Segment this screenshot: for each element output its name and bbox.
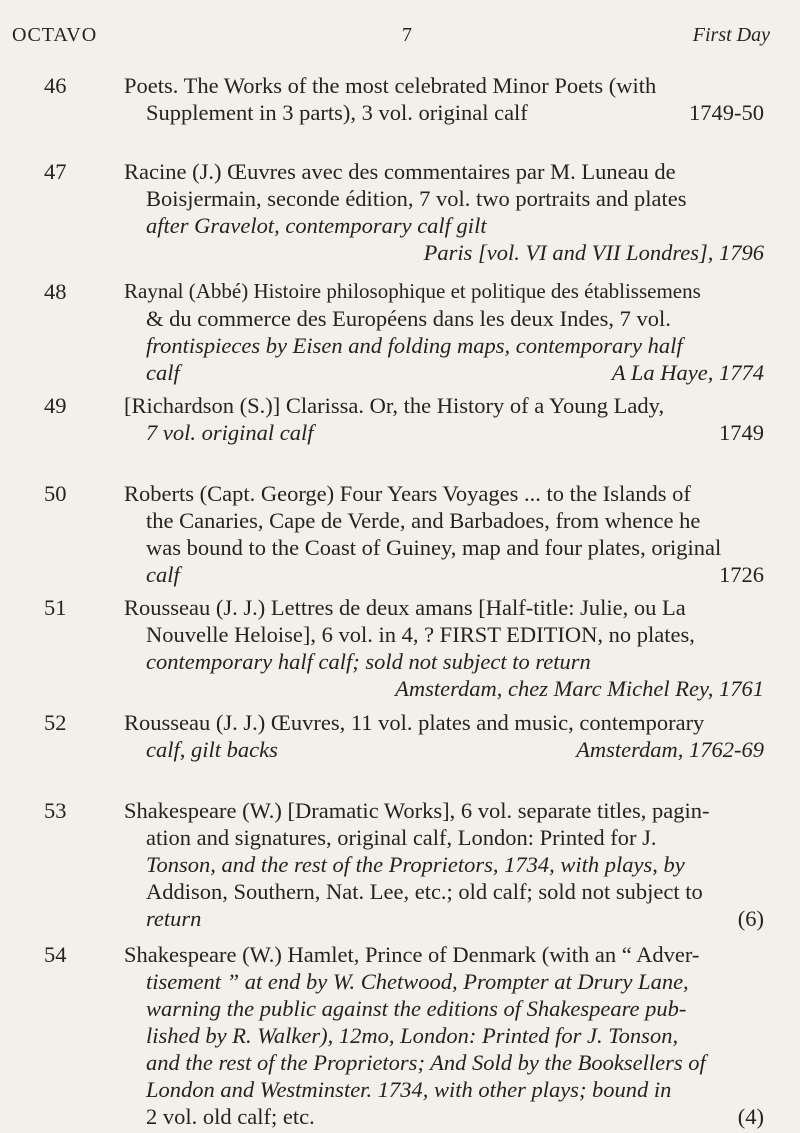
lot-line: Addison, Southern, Nat. Lee, etc.; old calf; sold not subject to	[146, 879, 703, 904]
lot-line: calf	[146, 562, 180, 587]
lot-description	[124, 709, 764, 763]
lot-description	[124, 594, 764, 702]
lot-line: ation and signatures, original calf, London: Printed for J.	[146, 825, 657, 850]
lot-line: London and Westminster. 1734, with other plays; bound in	[146, 1077, 672, 1102]
lot-imprint: Amsterdam, 1762-69	[576, 737, 764, 762]
lot-line: lished by R. Walker), 12mo, London: Printed for J. Tonson,	[146, 1023, 679, 1048]
lot-description	[124, 797, 764, 932]
lot-line: warning the public against the editions of Shakespeare pub-	[146, 996, 687, 1021]
page-header	[12, 24, 770, 54]
lot-description	[124, 72, 764, 126]
lot-number: 52	[44, 710, 67, 735]
lot-line: Supplement in 3 parts), 3 vol. original calf	[146, 100, 528, 125]
lot-line: Nouvelle Heloise], 6 vol. in 4, ? FIRST EDITION, no plates,	[146, 622, 695, 647]
lot-imprint: A La Haye, 1774	[611, 360, 764, 385]
lot-line: Racine (J.) Œuvres avec des commentaires par M. Luneau de	[124, 159, 676, 184]
lot-line: Shakespeare (W.) [Dramatic Works], 6 vol. separate titles, pagin-	[124, 798, 710, 823]
lot-imprint: Amsterdam, chez Marc Michel Rey, 1761	[395, 676, 764, 701]
lot-line: Rousseau (J. J.) Lettres de deux amans [Half-title: Julie, ou La	[124, 595, 686, 620]
lot-number: 47	[44, 159, 67, 184]
lot-imprint: Paris [vol. VI and VII Londres], 1796	[423, 240, 764, 265]
lot-line: after Gravelot, contemporary calf gilt	[146, 213, 487, 238]
lot-line: Rousseau (J. J.) Œuvres, 11 vol. plates and music, contemporary	[124, 710, 705, 735]
lot-line: frontispieces by Eisen and folding maps, contemporary half	[146, 333, 683, 358]
lot-line: calf	[146, 360, 180, 385]
lot-number: 51	[44, 595, 67, 620]
lot-line: was bound to the Coast of Guiney, map and four plates, original	[146, 535, 722, 560]
lot-line: 2 vol. old calf; etc.	[146, 1104, 315, 1129]
lot-description	[124, 941, 764, 1130]
lot-number: 50	[44, 481, 67, 506]
lot-description	[124, 392, 764, 446]
lot-date: 1749-50	[689, 100, 764, 125]
lot-number: 53	[44, 798, 67, 823]
lot-line: return	[146, 906, 202, 931]
page-number: 7	[402, 24, 412, 46]
lot-line: calf, gilt backs	[146, 737, 278, 762]
lot-line: Raynal (Abbé) Histoire philosophique et politique des établissemens	[124, 279, 701, 303]
lot-line: Tonson, and the rest of the Proprietors, 1734, with plays, by	[146, 852, 685, 877]
lot-date: 1726	[719, 562, 764, 587]
lot-line: [Richardson (S.)] Clarissa. Or, the History of a Young Lady,	[124, 393, 665, 418]
lot-number: 49	[44, 393, 67, 418]
lot-number: 54	[44, 942, 67, 967]
lot-line: the Canaries, Cape de Verde, and Barbadoes, from whence he	[146, 508, 701, 533]
lot-description	[124, 278, 764, 386]
sale-day: First Day	[692, 24, 770, 46]
lot-number: 46	[44, 73, 67, 98]
lot-line: Roberts (Capt. George) Four Years Voyages ... to the Islands of	[124, 481, 691, 506]
lot-line: contemporary half calf; sold not subject to return	[146, 649, 591, 674]
lot-quantity: (6)	[737, 906, 764, 931]
lot-line: and the rest of the Proprietors; And Sold by the Booksellers of	[146, 1050, 706, 1075]
lot-description	[124, 158, 764, 266]
lot-line: 7 vol. original calf	[146, 420, 314, 445]
lot-line: & du commerce des Européens dans les deux Indes, 7 vol.	[146, 306, 671, 331]
lot-line: tisement ” at end by W. Chetwood, Prompter at Drury Lane,	[146, 969, 689, 994]
lot-number: 48	[44, 279, 67, 304]
lot-line: Boisjermain, seconde édition, 7 vol. two portraits and plates	[146, 186, 687, 211]
lot-line: Poets. The Works of the most celebrated Minor Poets (with	[124, 73, 657, 98]
lot-quantity: (4)	[737, 1104, 764, 1129]
lot-date: 1749	[719, 420, 764, 445]
lot-description	[124, 480, 764, 588]
lot-line: Shakespeare (W.) Hamlet, Prince of Denmark (with an “ Adver-	[124, 942, 700, 967]
section-title: OCTAVO	[12, 24, 98, 46]
